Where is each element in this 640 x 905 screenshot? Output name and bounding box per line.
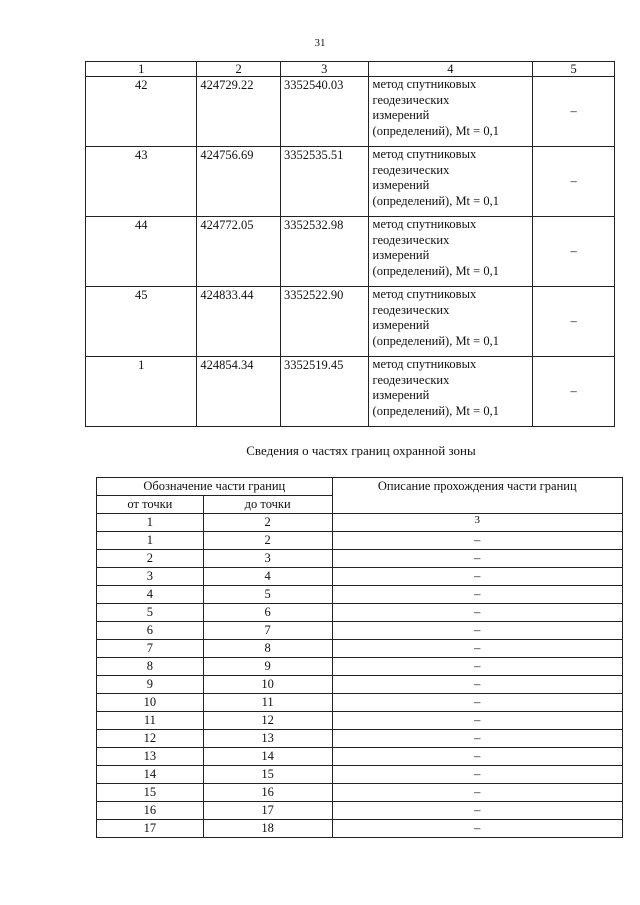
method-line: геодезических xyxy=(372,372,450,387)
boundary-part-row xyxy=(97,748,623,766)
method-description xyxy=(368,147,533,217)
column-header: 3 xyxy=(280,62,368,77)
method-line: (определений), Mt = 0,1 xyxy=(372,193,499,208)
from-point-header: от точки xyxy=(97,496,204,514)
from-point: 15 xyxy=(97,784,204,802)
coordinates-row xyxy=(86,77,615,147)
method-line: метод спутниковых xyxy=(372,357,477,371)
coordinates-row xyxy=(86,217,615,287)
boundary-part-row xyxy=(97,568,623,586)
part-description: – xyxy=(332,730,622,748)
from-point: 16 xyxy=(97,802,204,820)
method-line: метод спутниковых xyxy=(372,217,477,231)
note-cell: – xyxy=(533,357,615,427)
part-description: – xyxy=(332,820,622,838)
boundary-part-row xyxy=(97,712,623,730)
method-line: метод спутниковых xyxy=(372,147,477,161)
to-point: 4 xyxy=(203,568,332,586)
part-description: – xyxy=(332,658,622,676)
from-point: 5 xyxy=(97,604,204,622)
group-header: Обозначение части границ xyxy=(97,478,333,496)
page-number: 31 xyxy=(314,37,326,49)
point-number: 43 xyxy=(86,147,197,217)
column-header: 4 xyxy=(368,62,533,77)
to-point: 5 xyxy=(203,586,332,604)
method-line: геодезических xyxy=(372,302,450,317)
y-coordinate: 3352532.98 xyxy=(280,217,368,287)
to-point: 12 xyxy=(203,712,332,730)
note-cell: – xyxy=(533,147,615,217)
to-point: 16 xyxy=(203,784,332,802)
numbering-cell: 2 xyxy=(203,514,332,532)
method-line: измерений xyxy=(372,318,430,332)
boundary-parts-table xyxy=(96,477,623,838)
parts-numbering-row xyxy=(97,514,623,532)
to-point: 2 xyxy=(203,532,332,550)
boundary-part-row xyxy=(97,766,623,784)
note-cell: – xyxy=(533,287,615,357)
point-number: 45 xyxy=(86,287,197,357)
from-point: 6 xyxy=(97,622,204,640)
part-description: – xyxy=(332,676,622,694)
to-point: 10 xyxy=(203,676,332,694)
boundary-part-row xyxy=(97,640,623,658)
method-line: метод спутниковых xyxy=(372,77,477,91)
boundary-part-row xyxy=(97,658,623,676)
method-line: измерений xyxy=(372,108,430,122)
coordinates-table xyxy=(85,61,615,427)
method-line: (определений), Mt = 0,1 xyxy=(372,263,499,278)
boundary-part-row xyxy=(97,820,623,838)
x-coordinate: 424729.22 xyxy=(197,77,281,147)
coordinates-row xyxy=(86,357,615,427)
to-point: 18 xyxy=(203,820,332,838)
y-coordinate: 3352522.90 xyxy=(280,287,368,357)
method-line: измерений xyxy=(372,178,430,192)
method-line: геодезических xyxy=(372,92,450,107)
from-point: 2 xyxy=(97,550,204,568)
x-coordinate: 424854.34 xyxy=(197,357,281,427)
from-point: 1 xyxy=(97,532,204,550)
note-cell: – xyxy=(533,77,615,147)
to-point: 6 xyxy=(203,604,332,622)
part-description: – xyxy=(332,694,622,712)
y-coordinate: 3352540.03 xyxy=(280,77,368,147)
coordinates-row xyxy=(86,147,615,217)
from-point: 14 xyxy=(97,766,204,784)
boundary-part-row xyxy=(97,604,623,622)
method-line: (определений), Mt = 0,1 xyxy=(372,333,499,348)
from-point: 4 xyxy=(97,586,204,604)
method-line: (определений), Mt = 0,1 xyxy=(372,123,499,138)
point-number: 44 xyxy=(86,217,197,287)
from-point: 8 xyxy=(97,658,204,676)
section-title: Сведения о частях границ охранной зоны xyxy=(246,443,476,458)
boundary-part-row xyxy=(97,586,623,604)
part-description: – xyxy=(332,712,622,730)
coordinates-header-row xyxy=(86,62,615,77)
x-coordinate: 424756.69 xyxy=(197,147,281,217)
method-line: (определений), Mt = 0,1 xyxy=(372,403,499,418)
part-description: – xyxy=(332,586,622,604)
from-point: 3 xyxy=(97,568,204,586)
boundary-part-row xyxy=(97,622,623,640)
to-point: 13 xyxy=(203,730,332,748)
boundary-part-row xyxy=(97,784,623,802)
from-point: 7 xyxy=(97,640,204,658)
from-point: 17 xyxy=(97,820,204,838)
from-point: 11 xyxy=(97,712,204,730)
to-point: 7 xyxy=(203,622,332,640)
part-description: – xyxy=(332,802,622,820)
method-description xyxy=(368,287,533,357)
column-header: 1 xyxy=(86,62,197,77)
to-point: 9 xyxy=(203,658,332,676)
part-description: – xyxy=(332,784,622,802)
column-header: 2 xyxy=(197,62,281,77)
note-cell: – xyxy=(533,217,615,287)
numbering-cell: 3 xyxy=(332,514,622,532)
point-number: 42 xyxy=(86,77,197,147)
to-point: 15 xyxy=(203,766,332,784)
method-description xyxy=(368,217,533,287)
numbering-cell: 1 xyxy=(97,514,204,532)
x-coordinate: 424833.44 xyxy=(197,287,281,357)
boundary-part-row xyxy=(97,676,623,694)
method-line: измерений xyxy=(372,248,430,262)
boundary-part-row xyxy=(97,532,623,550)
part-description: – xyxy=(332,568,622,586)
y-coordinate: 3352519.45 xyxy=(280,357,368,427)
boundary-part-row xyxy=(97,802,623,820)
to-point-header: до точки xyxy=(203,496,332,514)
part-description: – xyxy=(332,532,622,550)
to-point: 14 xyxy=(203,748,332,766)
to-point: 3 xyxy=(203,550,332,568)
column-header: 5 xyxy=(533,62,615,77)
boundary-part-row xyxy=(97,694,623,712)
method-description xyxy=(368,77,533,147)
part-description: – xyxy=(332,622,622,640)
to-point: 8 xyxy=(203,640,332,658)
point-number: 1 xyxy=(86,357,197,427)
from-point: 12 xyxy=(97,730,204,748)
part-description: – xyxy=(332,604,622,622)
from-point: 9 xyxy=(97,676,204,694)
method-line: геодезических xyxy=(372,162,450,177)
coordinates-row xyxy=(86,287,615,357)
to-point: 11 xyxy=(203,694,332,712)
description-header: Описание прохождения части границ xyxy=(332,478,622,514)
boundary-part-row xyxy=(97,730,623,748)
method-line: метод спутниковых xyxy=(372,287,477,301)
method-line: геодезических xyxy=(372,232,450,247)
boundary-part-row xyxy=(97,550,623,568)
method-description xyxy=(368,357,533,427)
method-line: измерений xyxy=(372,388,430,402)
from-point: 10 xyxy=(97,694,204,712)
part-description: – xyxy=(332,748,622,766)
parts-header-row xyxy=(97,478,623,496)
part-description: – xyxy=(332,550,622,568)
to-point: 17 xyxy=(203,802,332,820)
y-coordinate: 3352535.51 xyxy=(280,147,368,217)
part-description: – xyxy=(332,640,622,658)
from-point: 13 xyxy=(97,748,204,766)
x-coordinate: 424772.05 xyxy=(197,217,281,287)
part-description: – xyxy=(332,766,622,784)
